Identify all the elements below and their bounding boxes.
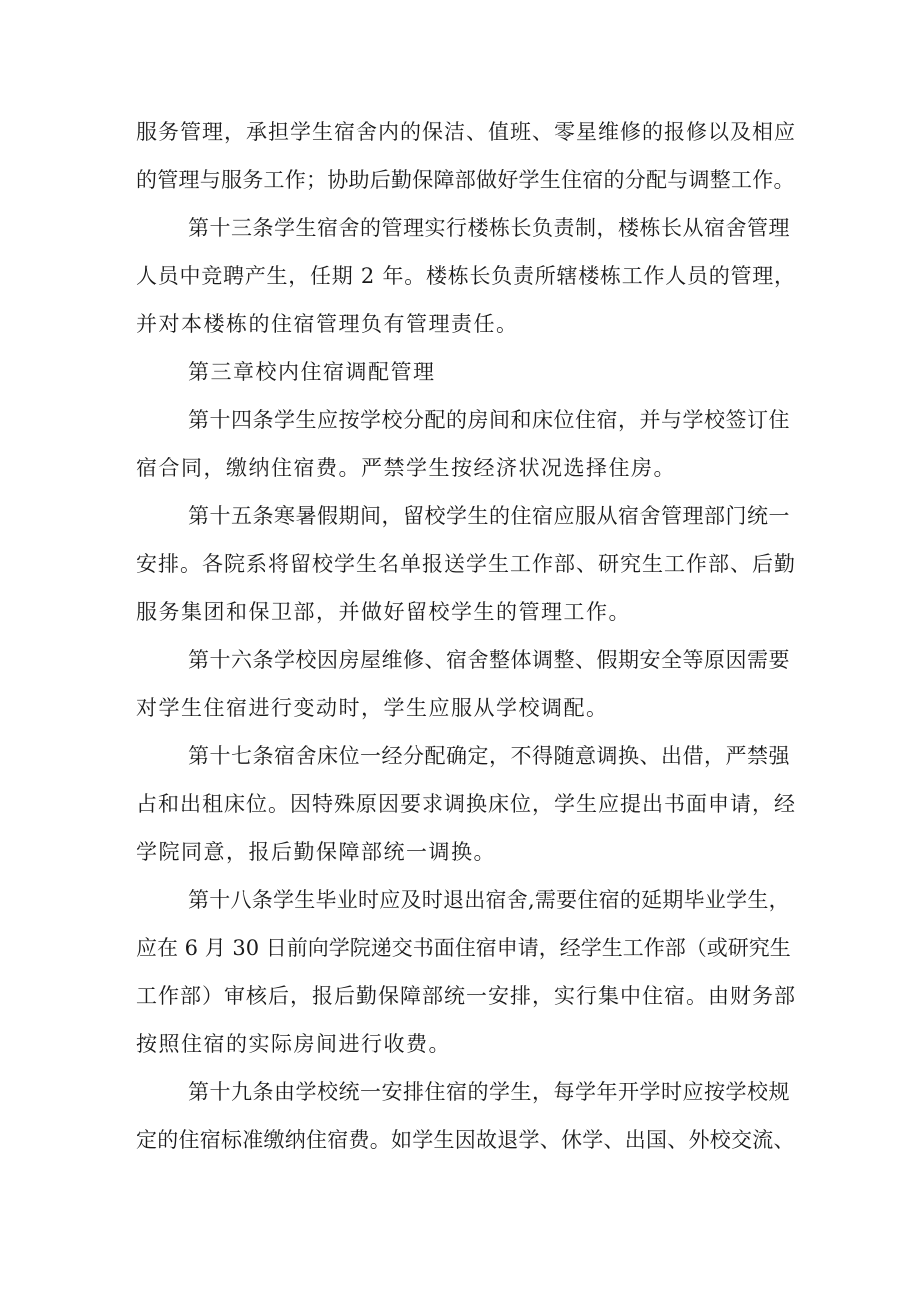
- text-line: 第三章校内住宿调配管理: [188, 360, 436, 384]
- paragraph-article-14: [136, 396, 796, 492]
- text-line: 第十八条学生毕业时应及时退出宿舍,需要住宿的延期毕业学生，: [188, 888, 790, 912]
- text-line: 的管理与服务工作；协助后勤保障部做好学生住宿的分配与调整工作。: [136, 168, 795, 192]
- paragraph-article-19: [136, 1068, 796, 1164]
- text-line: 对学生住宿进行变动时，学生应服从学校调配。: [136, 696, 609, 720]
- paragraph-service-management: [136, 108, 796, 204]
- paragraph-article-15: [136, 492, 796, 636]
- text-line: 宿合同，缴纳住宿费。严禁学生按经济状况选择住房。: [136, 456, 676, 480]
- text-line: 第十四条学生应按学校分配的房间和床位住宿，并与学校签订住: [188, 408, 790, 432]
- text-line: 第十七条宿舍床位一经分配确定，不得随意调换、出借，严禁强: [188, 744, 790, 768]
- text-line: 服务集团和保卫部，并做好留校学生的管理工作。: [136, 600, 631, 624]
- paragraph-article-18: [136, 876, 796, 1068]
- text-line: 第十三条学生宿舍的管理实行楼栋长负责制，楼栋长从宿舍管理: [188, 216, 790, 240]
- document-body: [136, 108, 796, 1164]
- text-line: 学院同意，报后勤保障部统一调换。: [136, 840, 496, 864]
- paragraph-article-16: [136, 636, 796, 732]
- text-line: 占和出租床位。因特殊原因要求调换床位，学生应提出书面申请，经: [136, 792, 796, 816]
- text-line: 按照住宿的实际房间进行收费。: [136, 1032, 451, 1056]
- text-line: 安排。各院系将留校学生名单报送学生工作部、研究生工作部、后勤: [136, 552, 796, 576]
- text-line: 工作部）审核后，报后勤保障部统一安排，实行集中住宿。由财务部: [136, 984, 796, 1008]
- text-line: 定的住宿标准缴纳住宿费。如学生因故退学、休学、出国、外校交流、: [136, 1128, 795, 1152]
- text-line: 第十五条寒暑假期间，留校学生的住宿应服从宿舍管理部门统一: [188, 504, 790, 528]
- chapter-heading-3: [136, 348, 796, 396]
- text-line: 应在 6 月 30 日前向学院递交书面住宿申请，经学生工作部（或研究生: [136, 936, 791, 960]
- text-line: 第十六条学校因房屋维修、宿舍整体调整、假期安全等原因需要: [188, 648, 790, 672]
- text-line: 服务管理，承担学生宿舍内的保洁、值班、零星维修的报修以及相应: [136, 120, 796, 144]
- text-line: 并对本楼栋的住宿管理负有管理责任。: [136, 312, 519, 336]
- text-line: 人员中竞聘产生，任期 2 年。楼栋长负责所辖楼栋工作人员的管理，: [136, 264, 796, 288]
- paragraph-article-13: [136, 204, 796, 348]
- text-line: 第十九条由学校统一安排住宿的学生，每学年开学时应按学校规: [188, 1080, 790, 1104]
- paragraph-article-17: [136, 732, 796, 876]
